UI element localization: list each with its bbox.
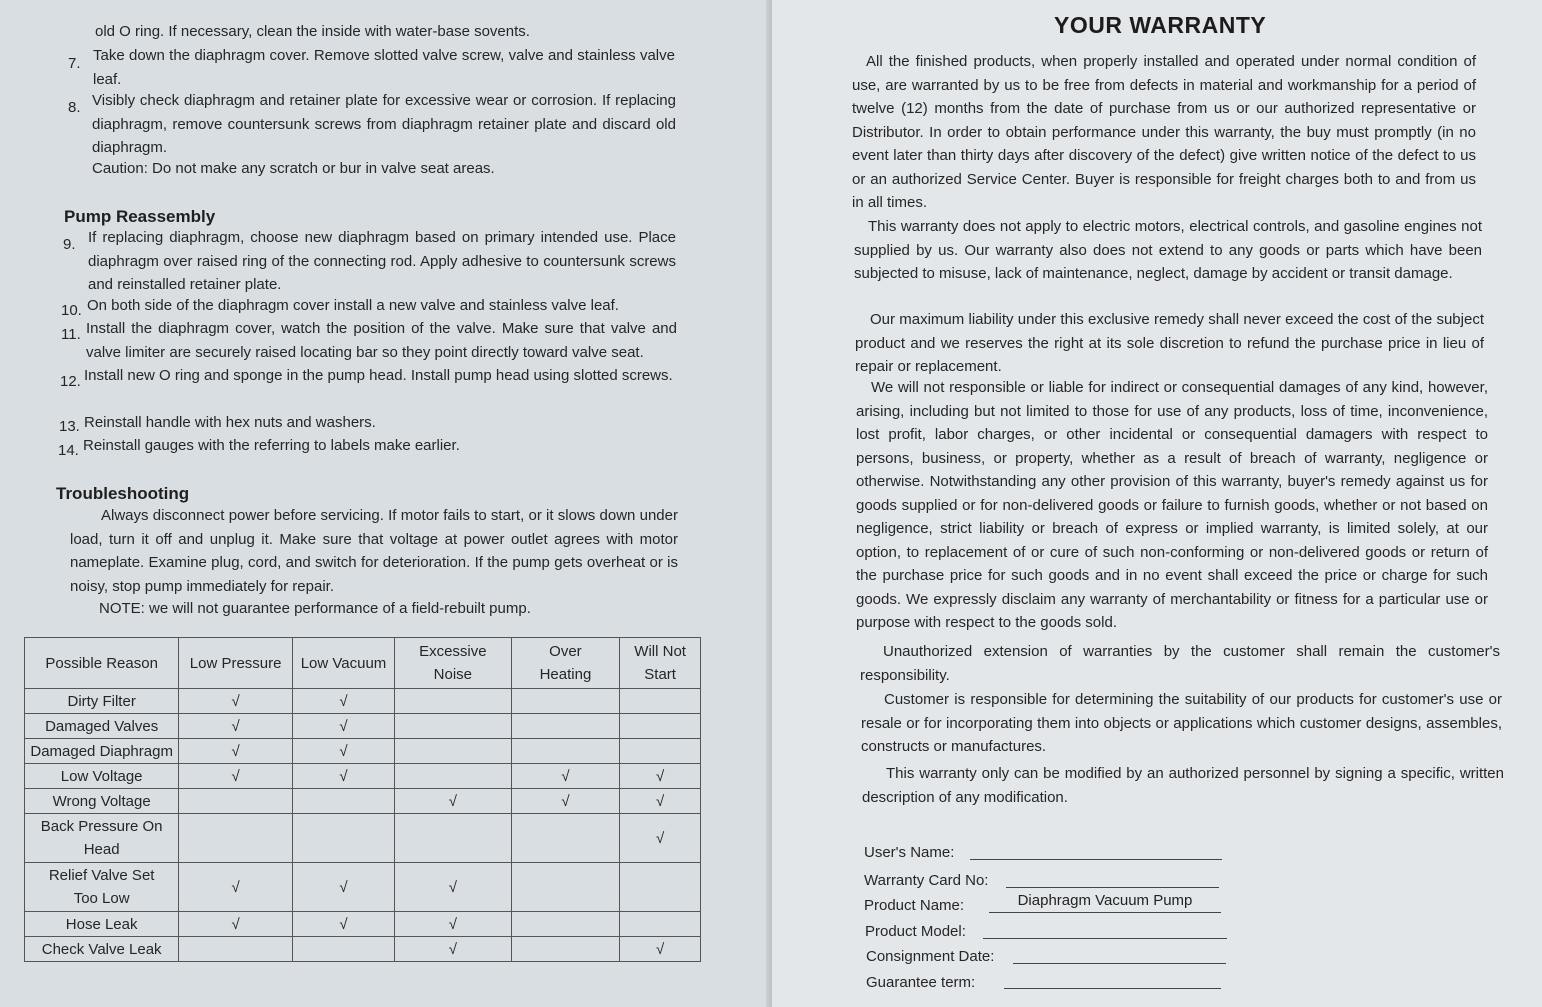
table-cell-check [395,912,512,937]
warranty-paragraph: Our maximum liability under this exclusive remedy shall never exceed the cost of the subject product and we reserves the right at its sole discretion to refund the purchase price in lieu of repair or replacement. [855,311,1484,375]
table-cell-check [292,739,394,764]
table-cell-check [395,739,512,764]
table-cell-check [292,789,394,814]
table-cell-reason: Dirty Filter [25,689,179,714]
table-cell-reason: Back Pressure On Head [25,814,179,863]
warranty-card-no-field[interactable] [1006,865,1219,888]
check-mark: √ [339,767,348,785]
table-row [25,689,701,714]
table-cell-check [511,689,620,714]
table-row [25,937,701,962]
warranty-paragraph: All the finished products, when properly installed and operated under normal condition of use, are warranted by us to be free from defects in material and workmanship for a period of twelve (12) months from the date of purchase from us or our authorized representative or Distributor. In order to obtain performance under this warranty, the buy must promptly (in no event later than thirty days after discovery of the defect) give written notice of the defect to us or an authorized Service Center. Buyer is responsible for freight charges both to and from us in all times. [852,53,1476,211]
table-cell-reason: Relief Valve Set Too Low [25,863,179,912]
caution-text: Caution: Do not make any scratch or bur in valve seat areas. [92,160,495,177]
table-cell-check [292,937,394,962]
check-mark: √ [656,792,665,810]
step-number: 7. [68,55,81,72]
table-header: Possible Reason [25,638,179,689]
warranty-paragraph: We will not responsible or liable for indirect or consequential damages of any kind, however, arising, including but not limited to those for use of any products, loss of time, inconvenience, lost profit, labor charges, or other incidental or consequential damagers with respect to persons, business, or property, whether as a result of breach of warranty, negligence or otherwise. Notwithstanding any other provision of this warranty, buyer's remedy against us for goods supplied or for non-delivered goods or failure to furnish goods, whether or not based on negligence, strict liability or breach of express or implied warranty, is limited solely, at our option, to replacement of or cure of such non-conforming or non-delivered goods or return of the purchase price for such goods and in no event shall exceed the price or charge for such goods. We expressly disclaim any warranty of merchantability or fitness for a particular use or purpose with respect to the goods sold. [856,379,1488,631]
table-cell-reason: Low Voltage [25,764,179,789]
step-text: Reinstall handle with hex nuts and washers. [84,414,376,431]
table-header: Low Vacuum [292,638,394,689]
form-label-warranty-card-no: Warranty Card No: [864,872,989,889]
step-text: On both side of the diaphragm cover install a new valve and stainless valve leaf. [87,297,619,314]
troubleshooting-table [24,637,701,962]
table-header-row [25,638,701,689]
warranty-paragraph: Unauthorized extension of warranties by the customer shall remain the customer's responsibility. [860,643,1500,684]
table-cell-reason: Check Valve Leak [25,937,179,962]
check-mark: √ [656,940,665,958]
table-cell-check [511,863,620,912]
table-cell-check [620,863,701,912]
check-mark: √ [339,717,348,735]
table-cell-check [395,714,512,739]
table-cell-check [620,912,701,937]
check-mark: √ [339,878,348,896]
table-cell-check [620,714,701,739]
reassembly-heading: Pump Reassembly [64,207,216,226]
right-page [772,0,1542,1007]
check-mark: √ [448,915,457,933]
check-mark: √ [339,742,348,760]
table-cell-check [511,739,620,764]
step-text: Visibly check diaphragm and retainer plate for excessive wear or corrosion. If replacing diaphragm, remove countersunk screws from diaphragm retainer plate and discard old diaphragm. [92,92,676,156]
check-mark: √ [231,915,240,933]
table-cell-check [292,689,394,714]
check-mark: √ [339,692,348,710]
table-cell-check [511,714,620,739]
table-cell-check [620,937,701,962]
product-model-field[interactable] [983,916,1227,939]
check-mark: √ [448,792,457,810]
check-mark: √ [231,742,240,760]
form-label-product-model: Product Model: [865,923,966,940]
table-cell-reason: Hose Leak [25,912,179,937]
table-cell-reason: Wrong Voltage [25,789,179,814]
check-mark: √ [231,878,240,896]
warranty-paragraph: This warranty only can be modified by an authorized personnel by signing a specific, written description of any modification. [862,765,1504,806]
check-mark: √ [448,878,457,896]
consignment-date-field[interactable] [1013,941,1226,964]
table-row [25,789,701,814]
table-row [25,739,701,764]
guarantee-term-field[interactable] [1004,966,1221,989]
step-number: 10. [61,302,82,319]
table-header: Excessive Noise [395,638,512,689]
check-mark: √ [231,692,240,710]
form-label-users-name: User's Name: [864,844,955,861]
table-cell-check [620,764,701,789]
table-cell-check [511,912,620,937]
step-text: Install new O ring and sponge in the pump head. Install pump head using slotted screws. [84,367,673,384]
users-name-field[interactable] [970,837,1222,860]
table-cell-check [179,789,293,814]
table-cell-check [179,689,293,714]
step-number: 13. [59,418,80,435]
table-row [25,912,701,937]
table-cell-check [395,863,512,912]
note-text: NOTE: we will not guarantee performance of a field-rebuilt pump. [99,600,531,617]
troubleshooting-paragraph: Always disconnect power before servicing. If motor fails to start, or it slows down under load, turn it off and unplug it. Make sure that voltage at power outlet agrees with motor nameplate. Examine plug, cord, and switch for deterioration. If the pump gets overheat or is noisy, stop pump immediately for repair. [70,507,678,595]
table-cell-check [179,739,293,764]
step-text: Install the diaphragm cover, watch the position of the valve. Make sure that valve and valve limiter are securely raised locating bar so they point directly toward valve seat. [86,320,677,361]
table-cell-reason: Damaged Diaphragm [25,739,179,764]
table-cell-check [395,764,512,789]
step-number: 12. [60,373,81,390]
check-mark: √ [448,940,457,958]
table-cell-check [179,714,293,739]
table-cell-check [292,912,394,937]
troubleshooting-heading: Troubleshooting [56,484,190,503]
table-header: Over Heating [511,638,620,689]
check-mark: √ [339,915,348,933]
table-cell-check [620,814,701,863]
table-cell-check [395,814,512,863]
step-number: 11. [61,326,81,343]
step-number: 8. [68,99,81,116]
table-header: Will Not Start [620,638,701,689]
table-header: Low Pressure [179,638,293,689]
warranty-title: YOUR WARRANTY [1054,12,1267,38]
form-label-guarantee-term: Guarantee term: [866,974,976,991]
table-cell-check [292,863,394,912]
check-mark: √ [656,767,665,785]
table-cell-check [292,714,394,739]
check-mark: √ [231,717,240,735]
check-mark: √ [561,767,570,785]
step-text: If replacing diaphragm, choose new diaphragm based on primary intended use. Place diaphragm over raised ring of the connecting rod. Apply adhesive to countersunk screws and reinstalled retainer plate. [88,229,676,293]
table-cell-check [179,863,293,912]
step-number: 14. [58,442,79,459]
table-cell-check [395,689,512,714]
table-cell-reason: Damaged Valves [25,714,179,739]
product-name-field[interactable]: Diaphragm Vacuum Pump [989,890,1221,913]
table-cell-check [395,937,512,962]
form-label-consignment-date: Consignment Date: [866,948,995,965]
check-mark: √ [656,829,665,847]
table-cell-check [395,789,512,814]
table-cell-check [511,789,620,814]
table-row [25,863,701,912]
table-cell-check [179,912,293,937]
table-cell-check [179,814,293,863]
table-cell-check [292,764,394,789]
table-cell-check [620,689,701,714]
table-row [25,714,701,739]
intro-line: old O ring. If necessary, clean the inside with water-base sovents. [95,23,530,40]
step-number: 9. [63,236,76,253]
table-cell-check [179,937,293,962]
table-row [25,814,701,863]
table-cell-check [511,814,620,863]
table-cell-check [620,789,701,814]
warranty-paragraph: This warranty does not apply to electric motors, electrical controls, and gasoline engines not supplied by us. Our warranty also does not extend to any goods or parts which have been subjected to misuse, lack of maintenance, neglect, damage by accident or transit damage. [854,218,1482,282]
table-cell-check [511,937,620,962]
table-row [25,764,701,789]
check-mark: √ [561,792,570,810]
table-cell-check [179,764,293,789]
table-body [25,689,701,962]
check-mark: √ [231,767,240,785]
table-cell-check [511,764,620,789]
step-text: Reinstall gauges with the referring to labels make earlier. [83,437,460,454]
table-cell-check [620,739,701,764]
table-cell-check [292,814,394,863]
step-text: Take down the diaphragm cover. Remove slotted valve screw, valve and stainless valve leaf. [93,47,675,88]
form-label-product-name: Product Name: [864,897,965,914]
warranty-paragraph: Customer is responsible for determining the suitability of our products for customer's use or resale or for incorporating them into objects or applications which customer designs, assembles, constructs or manufactures. [861,691,1502,755]
